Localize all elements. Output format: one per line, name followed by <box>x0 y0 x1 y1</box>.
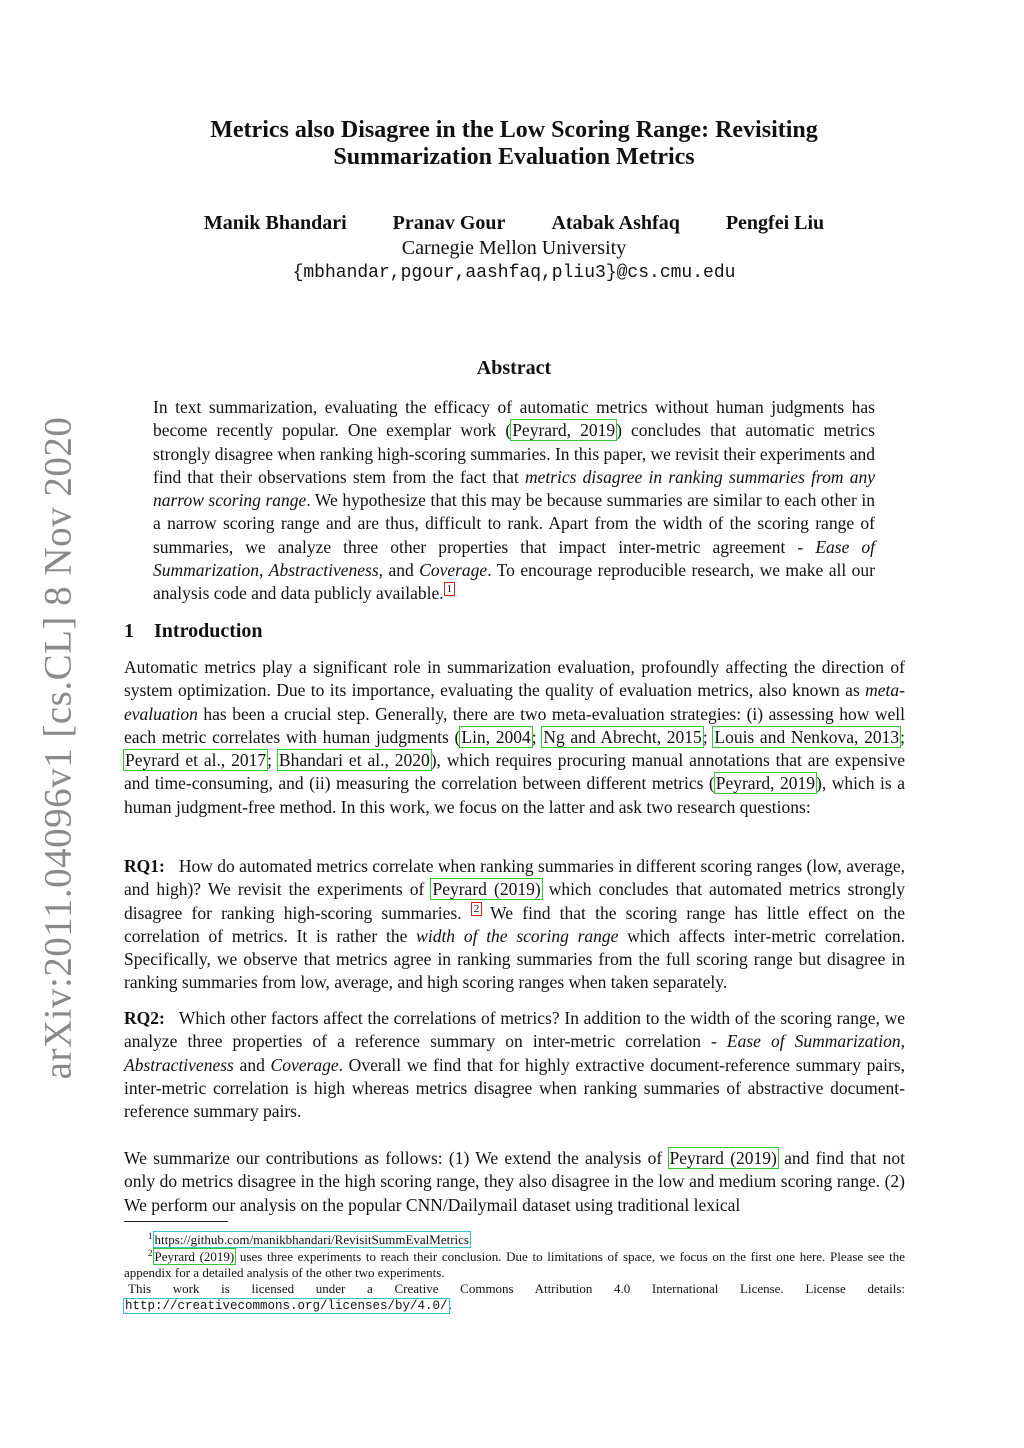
arxiv-identifier: arXiv:2011.04096v1 [cs.CL] 8 Nov 2020 <box>36 416 80 1080</box>
footnote-1: $^1$ https://github.com/manikbhandari/RevisitSummEvalMetrics <box>148 1231 469 1247</box>
citation-link[interactable]: Lin, 2004 <box>461 726 531 747</box>
affiliation: Carnegie Mellon University <box>401 237 627 259</box>
citation-link[interactable]: Peyrard, 2019 <box>512 420 616 441</box>
license-url-link[interactable]: http://creativecommons.org/licenses/by/4.0/ <box>125 1299 448 1313</box>
footnote-link[interactable]: 1 <box>446 583 453 596</box>
citation-link[interactable]: Peyrard (2019) <box>669 1148 777 1168</box>
license-note: This work is licensed under a Creative Commons Attribution 4.0 International License. License details: http://creativecommons.org/licenses/by/4.0/. <box>125 1281 905 1313</box>
author-name: Pengfei Liu <box>725 212 825 234</box>
author-list <box>150 211 878 235</box>
intro-paragraph: Automatic metrics play a significant role in summarization evaluation, profoundly affecting the direction of system optimization. Due to its importance, evaluating the quality of evaluation metrics, also known as meta-evaluation has been a crucial step. Generally, there are two meta-evaluation strategies: (i) assessing how well each metric correlates with human judgments (Lin, 2004; Ng and Abrecht, 2015; Louis and Nenkova, 2013; Peyrard et al., 2017; Bhandari et al., 2020), which requires procuring manual annotations that are expensive and time-consuming, and (ii) measuring the correlation between different metrics (Peyrard, 2019), which is a human judgment-free method. In this work, we focus on the latter and ask two research questions: <box>124 657 906 817</box>
title-line-1: Metrics also Disagree in the Low Scoring Range: Revisiting <box>210 117 818 143</box>
abstract-heading: Abstract <box>476 357 552 379</box>
footnote-2: $^2$ Peyrard (2019) uses three experiments to reach their conclusion. Due to limitations of space, we focus on the first one here. Please see the appendix for a detailed analysis of the other two experiments. <box>124 1248 905 1280</box>
author-name: Pranav Gour <box>392 212 506 234</box>
author-name: Manik Bhandari <box>203 212 347 234</box>
footnote-divider <box>124 1221 228 1222</box>
citation-link[interactable]: Bhandari et al., 2020 <box>278 750 430 771</box>
rq1-paragraph: RQ1: How do automated metrics correlate when ranking summaries in different scoring ranges (low, average, and high)? We revisit the experiments of Peyrard (2019) which concludes that automated metrics strongly disagree for ranking high-scoring summaries. 2 We find that the scoring range has little effect on the correlation of metrics. It is rather the width of the scoring range which affects inter-metric correlation. Specifically, we observe that metrics agree in ranking summaries from the full scoring range but disagree in ranking summaries from low, average, and high scoring ranges when taken separately. <box>124 856 905 993</box>
author-emails: {mbhandar,pgour,aashfaq,pliu3}@cs.cmu.edu <box>292 263 736 283</box>
citation-link[interactable]: Ng and Abrecht, 2015 <box>543 726 702 747</box>
paper-title <box>150 117 878 171</box>
rq2-paragraph: RQ2: Which other factors affect the correlations of metrics? In addition to the width of the scoring range, we analyze three properties of a reference summary on inter-metric correlation - Ease of Summarization, Abstractiveness and Coverage. Overall we find that for highly extractive document-reference summary pairs, inter-metric correlation is high whereas metrics disagree when ranking summaries of abstractive document-reference summary pairs. <box>124 1008 905 1122</box>
citation-link[interactable]: Louis and Nenkova, 2013 <box>714 726 900 747</box>
title-line-2: Summarization Evaluation Metrics <box>333 144 695 170</box>
section-heading-introduction: 1 Introduction <box>124 620 263 642</box>
citation-link[interactable]: Peyrard (2019) <box>154 1249 235 1264</box>
abstract-text: In text summarization, evaluating the efficacy of automatic metrics without human judgments has become recently popular. One exemplar work (Peyrard, 2019) concludes that automatic metrics strongly disagree when ranking high-scoring summaries. In this paper, we revisit their experiments and find that their observations stem from the fact that metrics disagree in ranking summaries from any narrow scoring range. We hypothesize that this may be because summaries are similar to each other in a narrow scoring range and are thus, difficult to rank. Apart from the width of the scoring range of summaries, we analyze three other properties that impact inter-metric agreement - Ease of Summarization, Abstractiveness, and Coverage. To encourage reproducible research, we make all our analysis code and data publicly available. 1 <box>153 397 876 604</box>
github-url-link[interactable]: https://github.com/manikbhandari/RevisitSummEvalMetrics <box>154 1232 469 1247</box>
contributions-paragraph: We summarize our contributions as follows: (1) We extend the analysis of Peyrard (2019) and find that not only do metrics disagree in the high scoring range, they also disagree in the low and medium scoring range. (2) We perform our analysis on the popular CNN/Dailymail dataset using traditional lexical <box>124 1148 906 1215</box>
author-name: Atabak Ashfaq <box>551 212 680 234</box>
citation-link[interactable]: Peyrard (2019) <box>432 879 541 900</box>
footnote-link[interactable]: 2 <box>473 902 480 915</box>
citation-link[interactable]: Peyrard, 2019 <box>715 773 816 794</box>
citation-link[interactable]: Peyrard et al., 2017 <box>125 750 267 771</box>
